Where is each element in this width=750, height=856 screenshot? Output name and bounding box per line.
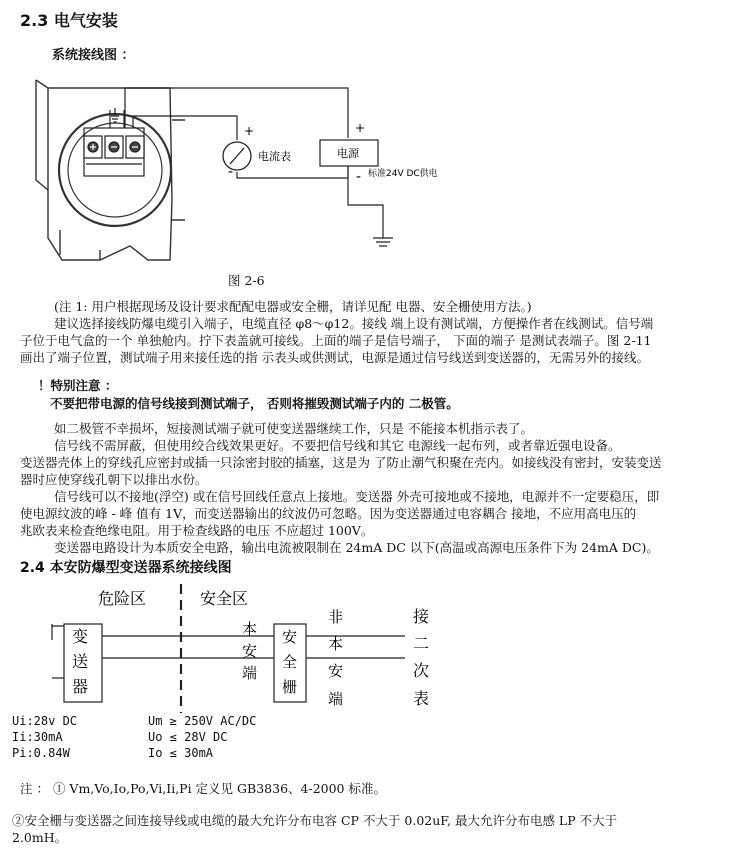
body-line: 信号线可以不接地(浮空) 或在信号回线任意点上接地。变送器 外壳可接地或不接地，电源并不一定要稳压，即	[54, 489, 660, 504]
param-left: Ui:28v DC	[12, 714, 78, 728]
transmitter-char: 送	[72, 652, 89, 671]
nonintrinsic-char: 安	[328, 662, 344, 680]
power-minus: -	[356, 169, 362, 185]
zone-danger-label: 危险区	[98, 589, 147, 608]
ammeter-plus: +	[244, 124, 255, 138]
power-plus: +	[355, 121, 366, 135]
barrier-char: 栅	[282, 678, 298, 696]
body-line: 变送器壳体上的穿线孔应密封或插一只涂密封胶的插塞，这是为 了防止潮气积聚在壳内。如接线没有密封，安装变送	[20, 455, 662, 470]
barrier-char: 全	[282, 653, 298, 671]
nonintrinsic-char: 本	[328, 635, 344, 653]
figure-caption: 图 2-6	[228, 273, 265, 288]
param-left: Pi:0.84W	[12, 746, 70, 760]
ammeter-label: 电流表	[258, 150, 291, 163]
secondary-char: 表	[413, 689, 430, 708]
intrinsic-char: 端	[242, 664, 258, 682]
wiring-diagram-2-6	[0, 60, 750, 290]
warning-text: 不要把带电源的信号线接到测试端子， 否则将摧毁测试端子内的 二极管。	[50, 396, 459, 411]
secondary-char: 接	[413, 607, 430, 626]
body-line: 兆欧表来检查绝缘电阻。用于检查线路的电压 不应超过 100V。	[20, 523, 374, 538]
intrinsic-char: 本	[242, 620, 258, 638]
power-note: 标准24V DC供电	[368, 169, 438, 179]
section-title-2-4: 2.4 本安防爆型变送器系统接线图	[20, 560, 232, 576]
section-title-2-3: 2.3 电气安装	[20, 11, 118, 30]
secondary-char: 次	[413, 661, 430, 680]
body-line: 器时应使穿线孔朝下以排出水份。	[20, 472, 208, 487]
ground-icon	[373, 238, 393, 246]
transmitter-char: 器	[72, 677, 89, 696]
footnote-2: ②安全栅与变送器之间连接导线或电缆的最大允许分布电容 CP 不大于 0.02uF, 最大允许分布电感 LP 不大于	[12, 813, 618, 828]
param-right: Um ≥ 250V AC/DC	[148, 714, 257, 728]
param-right: Io ≤ 30mA	[148, 746, 214, 760]
note-paragraph: (注 1: 用户根据现场及设计要求配配电器或安全栅，请详见配 电器、安全栅使用方法。)	[54, 299, 532, 314]
transmitter-char: 变	[72, 627, 89, 646]
body-line: 变送器电路设计为本质安全电路，输出电流被限制在 24mA DC 以下(高温或高源电压条件下为 24mA DC)。	[54, 540, 659, 555]
param-right: Uo ≤ 28V DC	[148, 730, 228, 744]
footnote-2-cont: 2.0mH。	[12, 830, 68, 845]
nonintrinsic-char: 非	[328, 608, 344, 626]
body-line: 信号线不需屏蔽，但使用绞合线效果更好。不要把信号线和其它 电源线一起布列，或者靠近强电设备。	[54, 438, 621, 453]
power-label: 电源	[337, 147, 359, 160]
param-left: Ii:30mA	[12, 730, 63, 744]
nonintrinsic-char: 端	[328, 690, 344, 708]
body-line: 使电源纹波的峰 - 峰 值有 1V，而变送器输出的纹波仍可忽略。因为变送器通过电容耦合 接地，不应用高电压的	[20, 506, 637, 521]
secondary-char: 二	[413, 634, 430, 653]
intrinsic-safety-diagram	[0, 578, 750, 718]
wiring-diagram-subtitle: 系统接线图 ：	[52, 48, 135, 63]
body-line: 建议选择接线防爆电缆引入端子，电缆直径 φ8～φ12。接线 端上设有测试端，方便操作者在线测试。信号端	[54, 316, 654, 331]
intrinsic-char: 安	[242, 642, 258, 660]
zone-safe-label: 安全区	[200, 589, 249, 608]
body-line: 画出了端子位置，测试端子用来接任选的指 示表头或供测试，电源是通过信号线送到变送器的，无需另外的接线。	[20, 350, 649, 365]
footnote-1: 注 ： ① Vm,Vo,Io,Po,Vi,Ii,Pi 定义见 GB3836、4-2000 标准。	[20, 781, 386, 796]
body-line: 子位于电气盒的一个 单独舱内。拧下表盖就可接线。上面的端子是信号端子， 下面的端子 是测试表端子。图 2-11	[20, 333, 652, 348]
warning-title: ！特别注意 ：	[38, 378, 118, 393]
ammeter-minus: -	[228, 164, 234, 180]
transmitter-housing	[36, 80, 185, 260]
body-line: 如二极管不幸损坏，短接测试端子就可使变送器继续工作，只是 不能接本机指示表了。	[54, 421, 533, 436]
barrier-char: 安	[282, 628, 298, 646]
